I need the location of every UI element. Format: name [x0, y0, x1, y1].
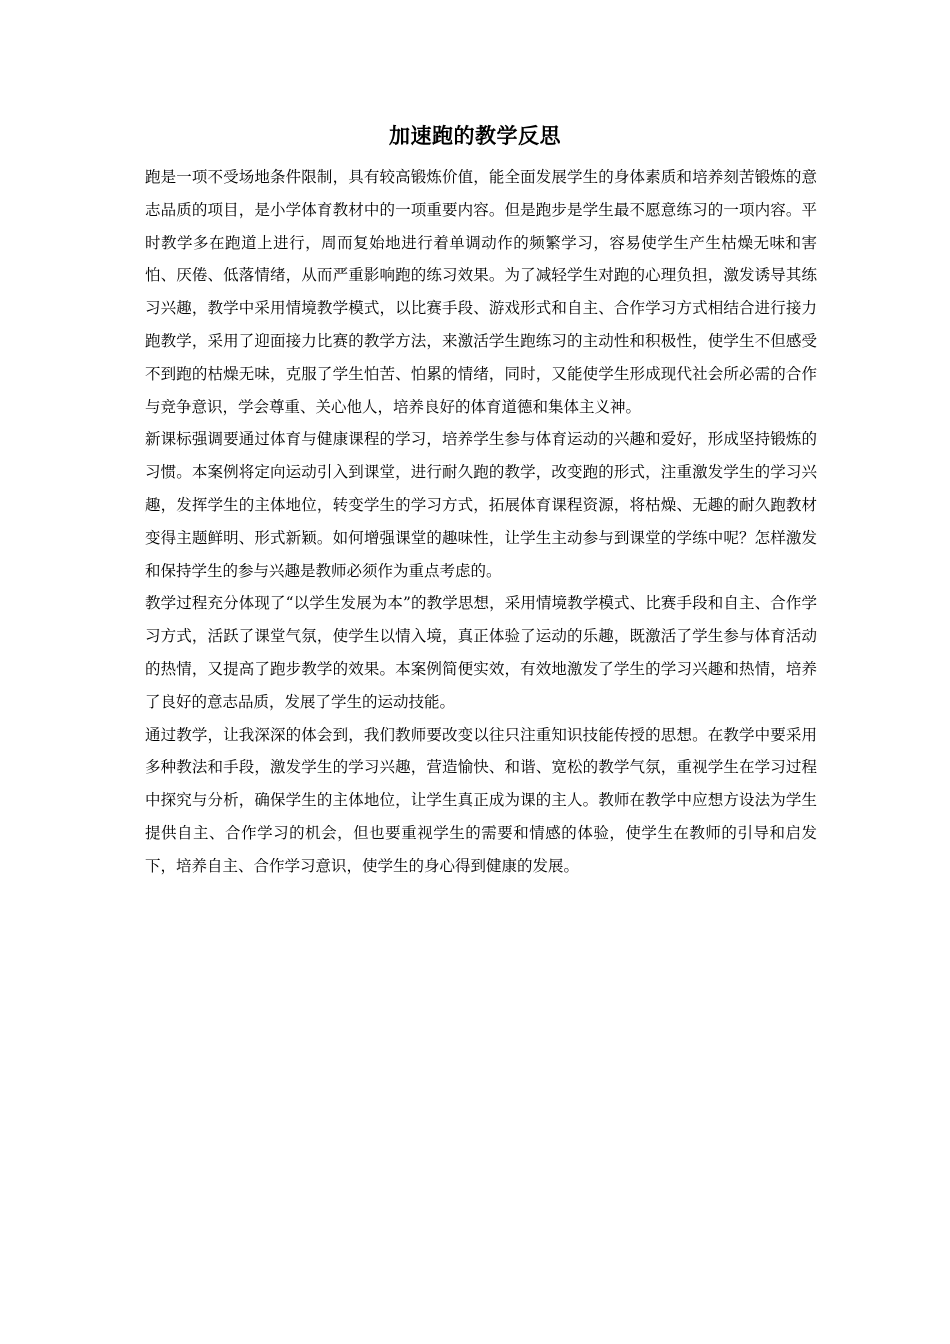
- paragraph-1: 跑是一项不受场地条件限制，具有较高锻炼价值，能全面发展学生的身体素质和培养刻苦锻炼的意志品质的项目，是小学体育教材中的一项重要内容。但是跑步是学生最不愿意练习的一项内容。平时教学多在跑道上进行，周而复始地进行着单调动作的频繁学习，容易使学生产生枯燥无味和害怕、厌倦、低落情绪，从而严重影响跑的练习效果。为了减轻学生对跑的心理负担，激发诱导其练习兴趣，教学中采用情境教学模式，以比赛手段、游戏形式和自主、合作学习方式相结合进行接力跑教学，采用了迎面接力比赛的教学方法，来激活学生跑练习的主动性和积极性，使学生不但感受不到跑的枯燥无味，克服了学生怕苦、怕累的情绪，同时，又能使学生形成现代社会所必需的合作与竞争意识，学会尊重、关心他人，培养良好的体育道德和集体主义神。: [145, 168, 817, 416]
- document-title: 加速跑的教学反思: [389, 123, 561, 148]
- paragraph-4: 通过教学，让我深深的体会到，我们教师要改变以往只注重知识技能传授的思想。在教学中要采用多种教法和手段，激发学生的学习兴趣，营造愉快、和谐、宽松的教学气氛，重视学生在学习过程中探究与分析，确保学生的主体地位，让学生真正成为课的主人。教师在教学中应想方设法为学生提供自主、合作学习的机会，但也要重视学生的需要和情感的体验，使学生在教师的引导和启发下，培养自主、合作学习意识，使学生的身心得到健康的发展。: [145, 725, 817, 875]
- paragraph-3: 教学过程充分体现了“以学生发展为本”的教学思想，采用情境教学模式、比赛手段和自主、合作学习方式，活跃了课堂气氛，使学生以情入境，真正体验了运动的乐趣，既激活了学生参与体育活动的热情，又提高了跑步教学的效果。本案例简便实效，有效地激发了学生的学习兴趣和热情，培养了良好的意志品质，发展了学生的运动技能。: [145, 594, 817, 711]
- paragraph-2: 新课标强调要通过体育与健康课程的学习，培养学生参与体育运动的兴趣和爱好，形成坚持锻炼的习惯。本案例将定向运动引入到课堂，进行耐久跑的教学，改变跑的形式，注重激发学生的学习兴趣，发挥学生的主体地位，转变学生的学习方式，拓展体育课程资源，将枯燥、无趣的耐久跑教材变得主题鲜明、形式新颖。如何增强课堂的趣味性，让学生主动参与到课堂的学练中呢？怎样激发和保持学生的参与兴趣是教师必须作为重点考虑的。: [145, 430, 817, 580]
- document-body: [145, 161, 817, 883]
